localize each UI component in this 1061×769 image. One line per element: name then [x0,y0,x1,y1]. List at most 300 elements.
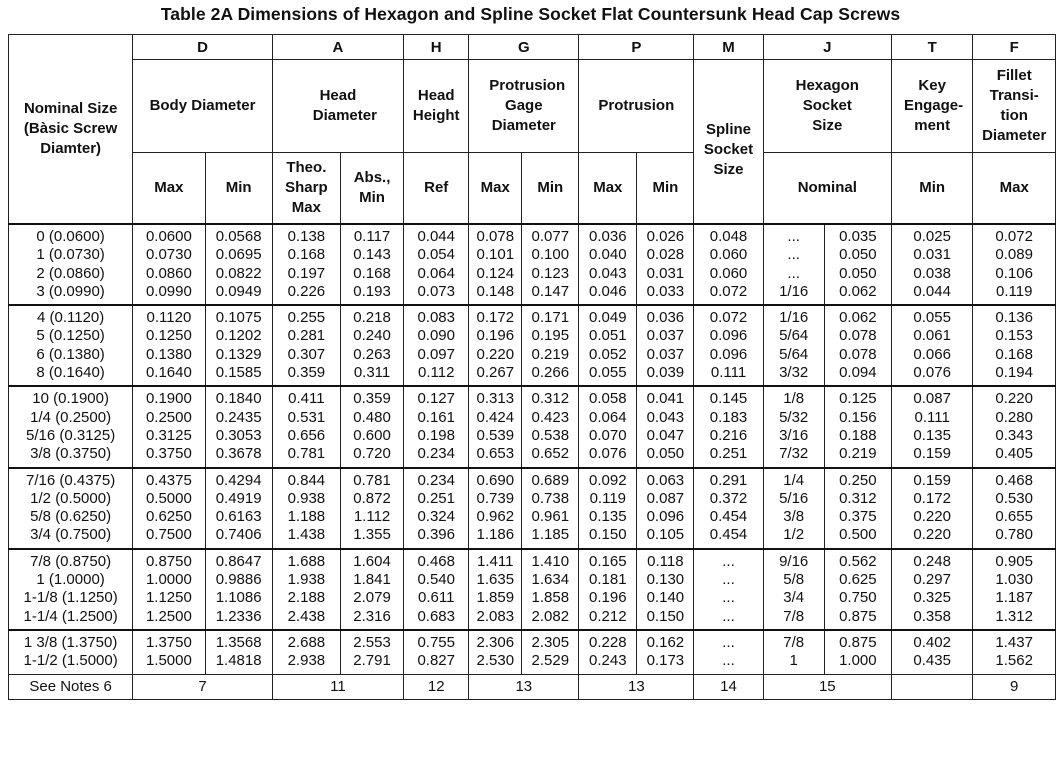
sub-g-max: Max [469,153,522,225]
cell-value: ... [787,246,800,264]
cell-value: 0.050 [839,246,877,264]
cell-value: 0.500 [839,526,877,544]
cell-value: 0.480 [353,408,391,426]
cell-value: 0.281 [287,327,326,345]
cell-value: 3/8 (0.3750) [30,445,112,463]
header-body-diameter: Body Diameter [133,60,273,153]
cell-value: 0.1250 [145,327,192,345]
cell-value: 0.435 [913,652,951,670]
cell-value: 5/32 [779,408,809,426]
cell-value: ... [722,589,735,607]
cell-value: 0.089 [995,246,1033,264]
table-row-group [9,630,1056,674]
sub-a-max-label: Theo. Sharp Max [285,159,328,216]
cell-f-max [973,386,1056,467]
cell-value: 0.159 [913,445,951,463]
cell-p-max [579,630,637,674]
cell-value: 0.044 [417,228,455,245]
cell-value: 0.025 [913,228,951,245]
cell-value: 0.078 [476,228,515,245]
cell-m [694,630,763,674]
cell-value: 3/4 (0.7500) [30,526,112,544]
sub-a-min-label: Abs., Min [353,169,391,206]
cell-value: 0.234 [417,445,455,463]
cell-value: 0.033 [646,282,685,300]
cell-value: 0.124 [476,264,515,282]
cell-value: 0.538 [531,426,570,444]
cell-value: ... [787,264,800,282]
header-head-diameter [272,60,403,153]
cell-a-max [272,386,340,467]
cell-value: 0.101 [476,246,515,264]
cell-value: 0.112 [417,364,455,382]
cell-value: 0.087 [913,390,951,408]
cell-value: 0.100 [531,246,570,264]
header-head-height [404,60,469,153]
cell-value: 0.343 [995,426,1033,444]
cell-value: 0.424 [476,408,515,426]
cell-value: 0.092 [589,471,627,489]
cell-value: 0.6163 [215,508,262,526]
table-row-group [9,305,1056,386]
cell-value: 0.046 [589,282,627,300]
cell-value: 0.039 [646,364,685,382]
cell-value: 0.562 [839,552,877,570]
cell-value: 10 (0.1900) [32,390,109,408]
cell-value: 0.051 [589,327,627,345]
cell-p-min [637,224,694,305]
cell-value: 0.280 [995,408,1033,426]
cell-value: 3/4 [783,589,805,607]
cell-value: ... [722,652,735,670]
notes-row [9,674,1056,699]
note-h: 12 [404,674,469,699]
cell-value: 0.0730 [145,246,192,264]
cell-value: 1.0000 [145,571,192,589]
cell-d-min [205,468,272,549]
cell-a-max [272,468,340,549]
cell-value: 0.181 [589,571,627,589]
cell-t-min [891,386,972,467]
cell-value: 0.402 [913,633,951,651]
cell-value: 0.096 [646,508,685,526]
cell-value: 0.358 [913,607,951,625]
cell-value: 0.243 [589,652,627,670]
cell-value: 0.307 [287,345,326,363]
cell-value: 0.540 [417,571,455,589]
cell-value: 0.359 [287,364,326,382]
sub-g-min: Min [522,153,579,225]
cell-value: 1.000 [839,652,877,670]
cell-value: 0.064 [589,408,627,426]
cell-value: 0.468 [417,552,455,570]
table-row-group [9,468,1056,549]
cell-value: 2 (0.0860) [36,264,105,282]
cell-value: 0.183 [709,408,748,426]
cell-value: 0.073 [417,282,455,300]
cell-value: 0.905 [995,552,1033,570]
cell-value: 0.750 [839,589,877,607]
cell-a-min [340,468,403,549]
cell-value: 0.072 [709,309,748,327]
cell-value: 5/64 [779,345,809,363]
cell-value: 1.188 [287,508,326,526]
cell-value: 0.240 [353,327,391,345]
cell-value: 0.961 [531,508,570,526]
cell-value: 1.438 [287,526,326,544]
cell-value: 2.305 [531,633,570,651]
cell-g-max [469,630,522,674]
cell-value: 0.220 [913,526,951,544]
cell-p-min [637,305,694,386]
cell-a-min [340,386,403,467]
cell-value: 0.625 [839,571,877,589]
cell-value: 0.060 [709,264,748,282]
cell-value: 0.044 [913,282,951,300]
cell-value: 6 (0.1380) [36,345,105,363]
cell-value: 0.162 [646,633,685,651]
sub-h-ref: Ref [404,153,469,225]
cell-a-min [340,630,403,674]
cell-f-max [973,549,1056,630]
cell-value: 1.2500 [145,607,192,625]
cell-value: 0.037 [646,327,685,345]
cell-value: 0.689 [531,471,570,489]
cell-value: 0.0822 [215,264,262,282]
cell-value: 0.2500 [145,408,192,426]
cell-value: 0.063 [646,471,685,489]
cell-value: 0.172 [476,309,515,327]
cell-g-min [522,468,579,549]
cell-value: 0.031 [646,264,685,282]
cell-j-frac [763,305,824,386]
cell-value: 7/16 (0.4375) [26,471,116,489]
cell-value: 1.112 [353,508,391,526]
header-head-height-label: Head Height [412,87,460,124]
letter-a: A [272,35,403,60]
cell-g-min [522,549,579,630]
cell-value: 0.0568 [215,228,262,245]
cell-d-max [133,549,205,630]
cell-value: 0.173 [646,652,685,670]
cell-value: 1.938 [287,571,326,589]
cell-value: 1 [789,652,798,670]
cell-value: 0.054 [417,246,455,264]
cell-value: 0.062 [839,309,877,327]
cell-value: 0.197 [287,264,326,282]
cell-value: 0.1380 [145,345,192,363]
sub-t-min: Min [891,153,972,225]
cell-value: 2.306 [476,633,515,651]
note-f: 9 [973,674,1056,699]
cell-g-max [469,386,522,467]
cell-value: 0.064 [417,264,455,282]
cell-value: 0.375 [839,508,877,526]
cell-value: 7/32 [779,445,809,463]
cell-value: 0.072 [709,282,748,300]
cell-value: 0.050 [839,264,877,282]
cell-g-max [469,549,522,630]
cell-value: 0.611 [417,589,455,607]
cell-value: 0.8647 [215,552,262,570]
cell-value: 2.079 [353,589,391,607]
cell-value: 1.410 [531,552,570,570]
cell-value: 0.031 [913,246,951,264]
cell-value: 0.7406 [215,526,262,544]
cell-j-frac [763,386,824,467]
cell-value: 0.6250 [145,508,192,526]
cell-value: 0.135 [913,426,951,444]
cell-value: 1.635 [476,571,515,589]
cell-m [694,305,763,386]
cell-nominal [9,386,133,467]
cell-a-max [272,549,340,630]
header-protrusion-gage [469,60,579,153]
cell-value: 0.411 [288,390,325,408]
cell-nominal [9,630,133,674]
cell-j-frac [763,468,824,549]
cell-a-min [340,224,403,305]
cell-value: 0.043 [589,264,627,282]
table-row-group [9,549,1056,630]
cell-d-min [205,549,272,630]
cell-value: 0.3125 [145,426,192,444]
cell-value: 0.781 [353,471,391,489]
cell-value: 0.061 [913,327,951,345]
cell-a-min [340,549,403,630]
cell-value: 1.562 [995,652,1033,670]
cell-value: 0.148 [476,282,515,300]
cell-value: 0.266 [531,364,570,382]
cell-value: 9/16 [779,552,809,570]
cell-value: 0.138 [287,228,326,245]
cell-value: 0.454 [709,526,748,544]
cell-value: 0.050 [646,445,685,463]
cell-value: 1 (0.0730) [36,246,105,264]
cell-value: ... [722,633,735,651]
cell-value: 0.038 [913,264,951,282]
cell-value: 0.423 [531,408,570,426]
cell-value: 0.3678 [215,445,262,463]
cell-value: 0.844 [287,471,326,489]
cell-value: 0.220 [476,345,515,363]
cell-d-min [205,630,272,674]
cell-j-frac [763,549,824,630]
cell-value: 0.096 [709,327,748,345]
cell-value: 0.130 [646,571,685,589]
cell-nominal [9,468,133,549]
cell-value: 1.3568 [215,633,262,651]
cell-value: 1.437 [995,633,1033,651]
cell-d-max [133,468,205,549]
cell-value: 0.234 [417,471,455,489]
cell-value: 0.2435 [215,408,262,426]
cell-value: 0.781 [287,445,326,463]
letter-row [9,35,1056,60]
cell-value: 0.028 [646,246,685,264]
cell-value: 1.3750 [145,633,192,651]
cell-m [694,468,763,549]
cell-value: 0.311 [353,364,391,382]
cell-value: 0.3750 [145,445,192,463]
header-head-diameter-label: Head Diameter [312,87,377,124]
cell-value: 0.875 [839,607,877,625]
cell-value: 0.076 [589,445,627,463]
cell-value: 1.355 [353,526,391,544]
cell-value: 0.7500 [145,526,192,544]
cell-value: 1.411 [477,552,514,570]
cell-value: 0.143 [353,246,391,264]
cell-value: 0.312 [531,390,570,408]
cell-g-max [469,224,522,305]
cell-value: 0.147 [531,282,570,300]
cell-h-ref [404,630,469,674]
sub-d-min: Min [205,153,272,225]
cell-value: 0.119 [995,282,1033,300]
letter-m: M [694,35,763,60]
cell-value: 0.048 [709,228,748,245]
cell-value: 0.066 [913,345,951,363]
cell-value: 0.041 [646,390,685,408]
cell-value: 2.316 [353,607,391,625]
letter-g: G [469,35,579,60]
note-a: 11 [272,674,403,699]
cell-h-ref [404,386,469,467]
cell-value: 1/2 (0.5000) [30,489,112,507]
cell-value: 0.531 [287,408,326,426]
cell-value: 2.938 [287,652,326,670]
cell-j-dec [824,549,891,630]
cell-value: 0.0990 [145,282,192,300]
letter-h: H [404,35,469,60]
cell-value: 0.188 [839,426,877,444]
cell-value: 0.872 [353,489,391,507]
cell-h-ref [404,224,469,305]
cell-value: 0.1075 [215,309,262,327]
cell-p-max [579,386,637,467]
cell-value: 3/16 [779,426,809,444]
cell-value: 0.159 [913,471,951,489]
header-key-label: Key Engage- ment [903,77,964,134]
cell-value: 0.1585 [215,364,262,382]
cell-value: 4 (0.1120) [36,309,105,327]
cell-value: 0.4919 [215,489,262,507]
cell-value: 0.250 [839,471,877,489]
header-hexagon-socket [763,60,891,153]
cell-value: 0.219 [839,445,877,463]
cell-value: 0.9886 [215,571,262,589]
cell-nominal [9,305,133,386]
sub-a-min [340,153,403,225]
cell-g-min [522,630,579,674]
cell-f-max [973,468,1056,549]
cell-value: 0.3053 [215,426,262,444]
table-title: Table 2A Dimensions of Hexagon and Spline Socket Flat Countersunk Head Cap Screws [160,4,901,24]
sub-f-max: Max [973,153,1056,225]
cell-value: 0.690 [476,471,515,489]
cell-value: 3/8 [783,508,805,526]
cell-value: 2.083 [476,607,515,625]
cell-value: 0.291 [709,471,748,489]
cell-value: 0.035 [839,228,877,245]
note-p: 13 [579,674,694,699]
cell-value: 1 (1.0000) [36,571,105,589]
cell-value: 1.312 [995,607,1033,625]
cell-f-max [973,630,1056,674]
cell-value: 0.168 [353,264,391,282]
cell-value: 2.438 [287,607,326,625]
cell-value: 1/4 [783,471,805,489]
cell-j-dec [824,468,891,549]
cell-value: 0.135 [589,508,627,526]
cell-value: 0.372 [709,489,748,507]
cell-value: 0.468 [995,471,1033,489]
cell-value: 1/16 [779,309,809,327]
cell-g-min [522,386,579,467]
cell-value: 0.094 [839,364,877,382]
cell-value: 5/16 (0.3125) [26,426,116,444]
cell-value: 0.263 [353,345,391,363]
cell-value: 0.052 [589,345,627,363]
cell-j-dec [824,224,891,305]
cell-value: 1-1/8 (1.1250) [23,589,118,607]
cell-value: 0.037 [646,345,685,363]
header-fillet-transition [973,60,1056,153]
cell-d-max [133,224,205,305]
sub-a-max [272,153,340,225]
cell-value: 0.739 [476,489,515,507]
cell-value: 0.156 [839,408,877,426]
cell-value: 0.198 [417,426,455,444]
cell-value: 2.529 [531,652,570,670]
cell-value: 0.194 [995,364,1033,382]
cell-value: 0.090 [417,327,455,345]
letter-p: P [579,35,694,60]
cell-value: 1.634 [531,571,570,589]
header-protrusion: Protrusion [579,60,694,153]
table-row-group [9,224,1056,305]
sub-row [9,153,1056,225]
cell-value: 7/8 [783,607,805,625]
cell-d-min [205,224,272,305]
cell-d-min [205,386,272,467]
cell-value: 0.1202 [215,327,262,345]
cell-value: 1.185 [531,526,570,544]
letter-t: T [891,35,972,60]
cell-value: 0.216 [709,426,748,444]
cell-value: 0.780 [995,526,1033,544]
letter-f: F [973,35,1056,60]
cell-value: 0.325 [913,589,951,607]
cell-value: 0.0860 [145,264,192,282]
cell-value: 0.119 [589,489,627,507]
cell-value: 0.600 [353,426,391,444]
cell-value: 0.652 [531,445,570,463]
cell-value: 0.324 [417,508,455,526]
cell-value: 2.553 [353,633,391,651]
cell-value: 1.4818 [215,652,262,670]
cell-value: 0.196 [589,589,627,607]
cell-d-max [133,386,205,467]
cell-j-frac [763,630,824,674]
cell-value: 1.1086 [215,589,262,607]
cell-value: 0.1640 [145,364,192,382]
cell-value: 5/64 [779,327,809,345]
cell-value: 0.036 [589,228,627,245]
cell-value: 0.0949 [215,282,262,300]
sub-d-max: Max [133,153,205,225]
cell-value: 5 (0.1250) [36,327,105,345]
